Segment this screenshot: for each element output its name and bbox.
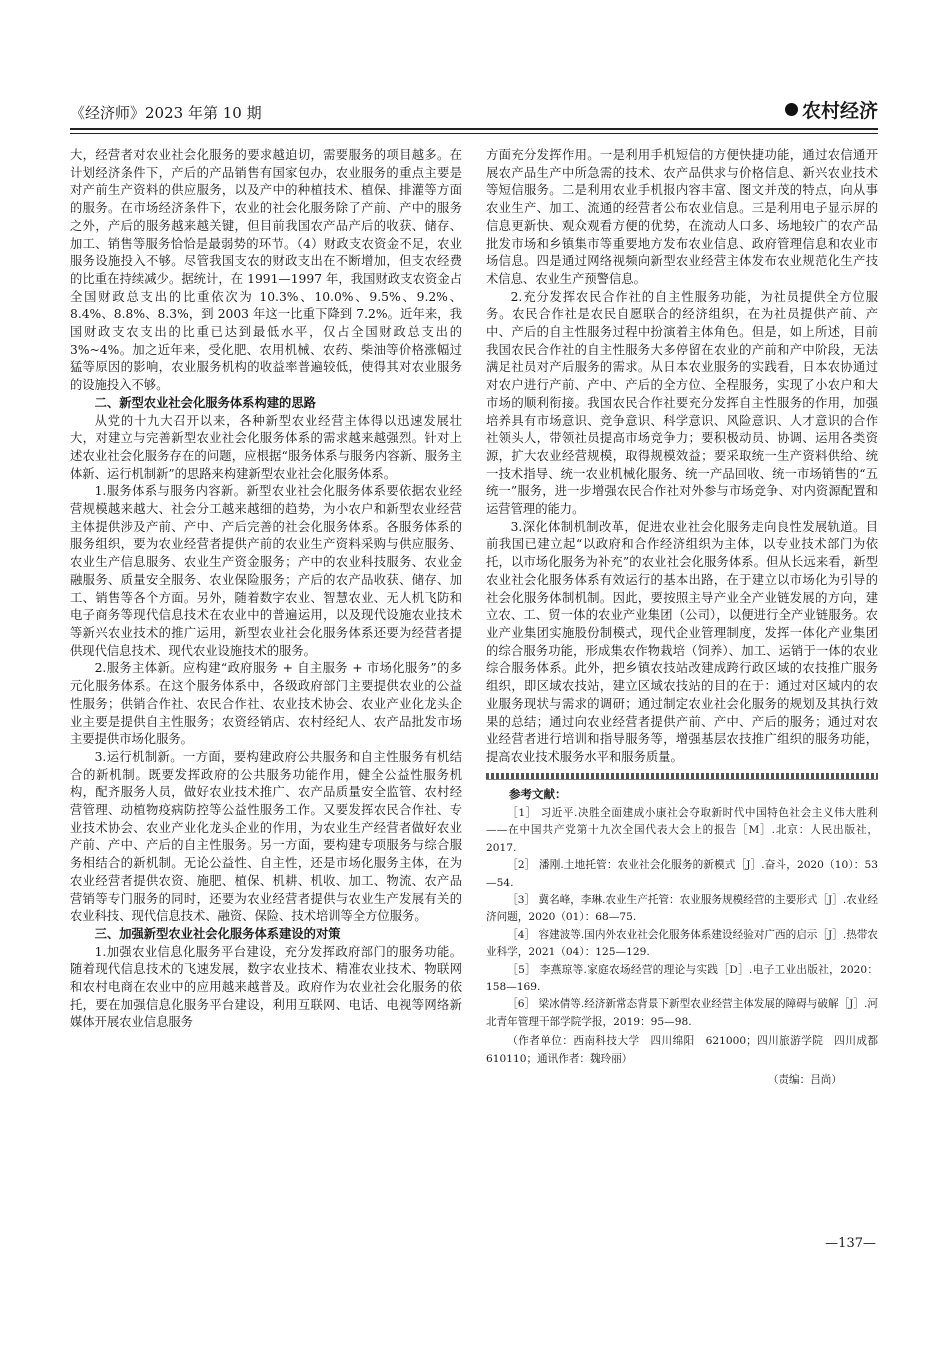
references-title: 参考文献：: [509, 786, 567, 801]
paragraph: 从党的十九大召开以来，各种新型农业经营主体得以迅速发展壮大，对建立与完善新型农业社会化服务体系的需求越来越强烈。针对上述农业社会化服务存在的问题，应根据“服务体系与服务内容新、服务主体新、运行机制新”的思路来构建新型农业社会化服务体系。: [70, 413, 462, 481]
section-label: [785, 96, 878, 123]
reference-item: ［1］ 习近平.决胜全面建成小康社会夺取新时代中国特色社会主义伟大胜利——在中国共产党第十九次全国代表大会上的报告［M］.北京：人民出版社，2017.: [486, 807, 878, 854]
header-rule-thin: [70, 133, 878, 134]
header-rule-thick: [70, 128, 878, 130]
paragraph: 2.充分发挥农民合作社的自主性服务功能，为社员提供全方位服务。农民合作社是农民自愿联合的经济组织，在为社员提供产前、产中、产后的自主性服务过程中扮演着主体角色。但是，如上所述，目前我国农民合作社的自主性服务大多停留在农业的产前和产中阶段，无法满足社员对产后服务的需求。从日本农业服务的实践看，日本农协通过对农户进行产前、产中、产后的全方位、全程服务，实现了小农户和大市场的顺利衔接。我国农民合作社要充分发挥自主性服务的作用，加强培养具有市场意识、竞争意识、科学意识、风险意识、人才意识的合作社领头人，带领社员提高市场竞争力；要积极动员、协调、运用各类资源，扩大农业经营规模，取得规模效益；要采取统一生产资料供给、统一技术指导、统一农业机械化服务、统一产品回收、统一市场销售的“五统一”服务，进一步增强农民合作社对外参与市场竞争、对内资源配置和运营管理的能力。: [486, 289, 878, 517]
bullet-dot-icon: [785, 103, 798, 116]
paragraph: 3.运行机制新。一方面，要构建政府公共服务和自主性服务有机结合的新机制。既要发挥政府的公共服务功能作用，健全公益性服务机构，配齐服务人员，做好农业技术推广、农产品质量安全监管、农村经营管理、动植物疫病防控等公益性服务工作。又要发挥农民合作社、专业技术协会、农业产业化龙头企业的作用，为农业生产经营者做好农业产前、产中、产后的自主性服务。另一方面，要构建专项服务与综合服务相结合的新机制。无论公益性、自主性，还是市场化服务主体，在为农业经营者提供农资、施肥、植保、机耕、机收、加工、物流、农产品营销等专门服务的同时，还要为农业经营者提供与农业生产发展有关的农业科技、现代信息技术、融资、保险、技术培训等全方位服务。: [70, 749, 462, 924]
section-heading-2: 二、新型农业社会化服务体系构建的思路: [94, 395, 316, 410]
paragraph: 大，经营者对农业社会化服务的要求越迫切，需要服务的项目越多。在计划经济条件下，产后的产品销售有国家包办，农业服务的重点主要是对产前生产资料的供应服务，以及产中的种植技术、植保、排灌等方面的服务。在市场经济条件下，农业的社会化服务除了产前、产中的服务之外，产后的服务越来越关键，但目前我国农产品产后的收获、储存、加工、销售等服务恰恰是最弱势的环节。（4）财政支农资金不足，农业服务设施投入不够。尽管我国支农的财政支出在不断增加，但支农经费的比重在持续减少。据统计，在 1991—1997 年，我国财政支农资金占全国财政总支出的比重依次为 10.3%、10.0%、9.5%、9.2%、8.4%、8.8%、8.3%，到 2003 年这一比重下降到 7.2%。近年来，我国财政支农支出的比重已达到最低水平，仅占全国财政总支出的 3%~4%。加之近年来，受化肥、农用机械、农药、柴油等价格涨幅过猛等原因的影响，农业服务机构的收益率普遍较低，使得其对农业服务的设施投入不够。: [70, 148, 462, 393]
paragraph: 2.服务主体新。应构建“政府服务 + 自主服务 + 市场化服务”的多元化服务体系。在这个服务体系中，各级政府部门主要提供农业的公益性服务；供销合作社、农民合作社、农业技术协会、农业产业化龙头企业主要是提供自主性服务；农资经销店、农村经纪人、农产品批发市场主要提供市场化服务。: [70, 661, 462, 747]
wavy-divider: [486, 773, 878, 780]
paragraph: 3.深化体制机制改革，促进农业社会化服务走向良性发展轨道。目前我国已建立起“以政府和合作经济组织为主体，以专业技术部门为依托，以市场化服务为补充”的农业社会化服务体系。但从长远来看，新型农业社会化服务体系有效运行的基本出路，在于建立以市场化为引导的社会化服务体制机制。因此，要按照主导产业全产业链发展的方向，建立农、工、贸一体的农业产业集团（公司），以便进行全产业链服务。农业产业集团实施股份制模式，现代企业管理制度，发挥一体化产业集团的综合服务功能，形成集农作物栽培（饲养）、加工、运销于一体的农业综合服务体系。此外，把乡镇农技站改建成跨行政区域的农技推广服务组织，即区域农技站，建立区域农技站的目的在于：通过对区域内的农业服务现状与需求的调研；通过制定农业社会化服务的规划及其执行效果的总结；通过向农业经营者提供产前、产中、产后的服务；通过对农业经营者进行培训和指导服务等，增强基层农技推广组织的服务功能，提高农业技术服务水平和服务质量。: [486, 519, 878, 764]
right-column: [486, 147, 889, 1090]
references-section: [486, 786, 889, 1090]
page-number: —137—: [825, 1236, 876, 1251]
paragraph: 1.服务体系与服务内容新。新型农业社会化服务体系要依据农业经营规模越来越大、社会分工越来越细的趋势，为小农户和新型农业经营主体提供涉及产前、产中、产后完善的社会化服务体系。各服务体系的服务组织，要为农业经营者提供产前的农业生产资料采购与供应服务、农业生产信息服务、农业生产资金服务；产中的农业科技服务、农业金融服务、质量安全服务、农业保险服务；产后的农产品收获、储存、加工、销售等各个方面。另外，随着数字农业、智慧农业、无人机飞防和电子商务等现代信息技术在农业中的普遍运用，以及现代设施农业技术等新兴农业技术的推广运用，新型农业社会化服务体系还要为经营者提供现代信息技术、现代农业设施技术的服务。: [70, 484, 462, 658]
reference-item: ［4］ 容建波等.国内外农业社会化服务体系建设经验对广西的启示［J］.热带农业科学，2021（04）：125—129.: [486, 928, 878, 959]
reference-item: ［3］ 冀名峰，李琳.农业生产托管：农业服务规模经营的主要形式［J］.农业经济问题，2020（01）：68—75.: [486, 894, 878, 924]
section-name: 农村经济: [801, 100, 878, 122]
left-column: [70, 147, 462, 1032]
paragraph: 方面充分发挥作用。一是利用手机短信的方便快捷功能，通过农信通开展农产品生产中所急需的技术、农产品供求与价格信息、新兴农业技术等短信服务。二是利用农业手机报内容丰富、图文并茂的特点，向从事农业生产、加工、流通的经营者公布农业信息。三是利用电子显示屏的信息更新快、观众观看方便的优势，在流动人口多、场地较广的农产品批发市场和乡镇集市等重要地方发布农业信息、政府管理信息和农业市场信息。四是通过网络视频向新型农业经营主体发布农业规范化生产技术信息、农业生产预警信息。: [486, 148, 878, 286]
reference-item: ［5］ 李燕琼等.家庭农场经营的理论与实践［D］.电子工业出版社，2020：158—169.: [486, 963, 878, 994]
paragraph: 1.加强农业信息化服务平台建设，充分发挥政府部门的服务功能。随着现代信息技术的飞速发展，数字农业技术、精准农业技术、物联网和农村电商在农业中的应用越来越普及。政府作为农业社会化服务的依托，要在加强信息化服务平台建设，利用互联网、电话、电视等网络新媒体开展农业信息服务: [70, 944, 462, 1030]
editor-note: （责编：吕尚）: [767, 1074, 842, 1087]
journal-title: 《经济师》2023 年第 10 期: [70, 104, 262, 122]
section-heading-3: 三、加强新型农业社会化服务体系建设的对策: [94, 926, 341, 941]
author-affiliation: （作者单位：西南科技大学 四川绵阳 621000；四川旅游学院 四川成都 610110；通讯作者：魏玲丽）: [486, 1035, 889, 1065]
reference-item: ［2］ 潘刚.土地托管：农业社会化服务的新模式［J］.奋斗，2020（10）：53—54.: [486, 859, 878, 889]
reference-item: ［6］ 梁冰倩等.经济新常态背景下新型农业经营主体发展的障碍与破解［J］.河北青年管理干部学院学报，2019：95—98.: [486, 998, 878, 1028]
running-header: [70, 96, 878, 126]
